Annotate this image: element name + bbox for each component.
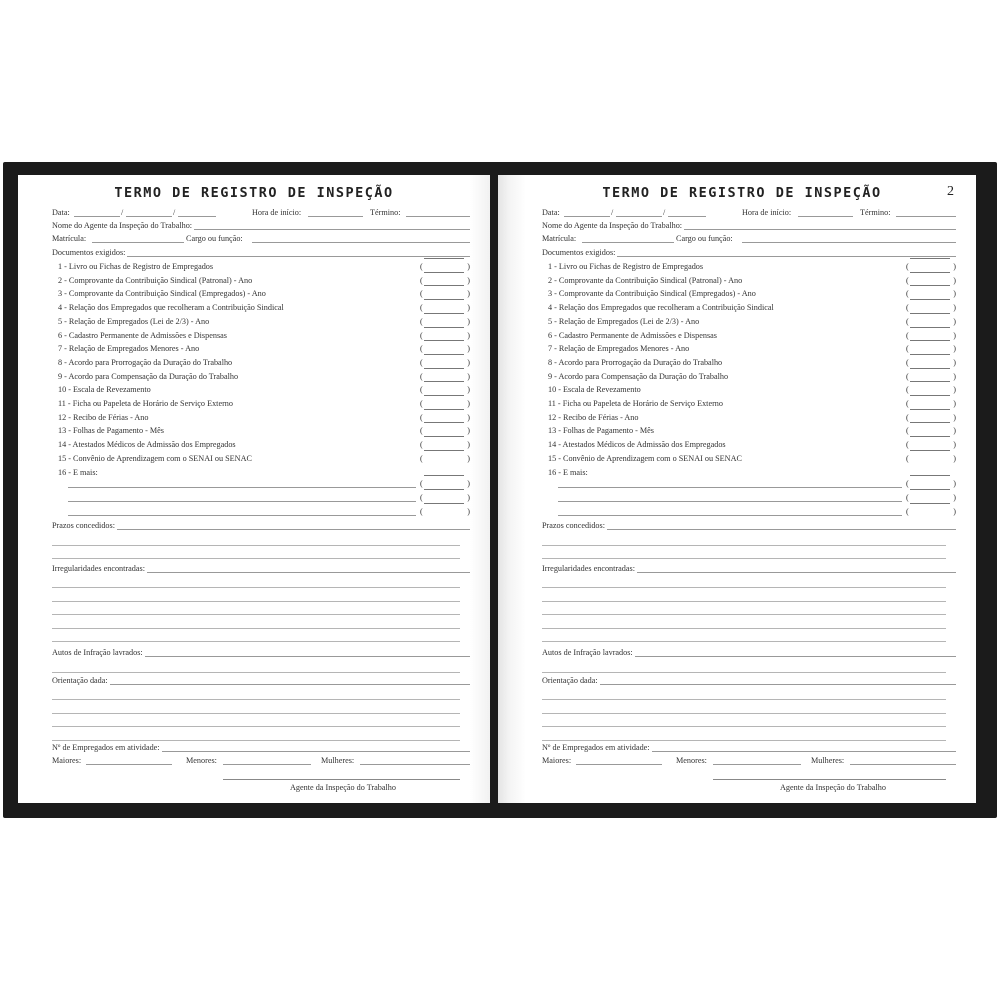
paren-close: ) [467, 316, 470, 326]
guidance-line[interactable] [52, 726, 460, 727]
paren-open: ( [906, 440, 909, 450]
document-item-label: 13 - Folhas de Pagamento - Mês [548, 426, 654, 436]
document-item-label: 3 - Comprovante da Contribuição Sindical (Empregados) - Ano [548, 289, 756, 299]
date-slash: / [663, 208, 666, 217]
paren-open: ( [906, 344, 909, 354]
paren-close: ) [467, 479, 470, 489]
paren-close: ) [467, 506, 470, 516]
registration-row [542, 233, 956, 245]
documents-label: Documentos exigidos: [542, 248, 616, 257]
signature-line[interactable] [223, 779, 460, 780]
document-item-label: 3 - Comprovante da Contribuição Sindical (Empregados) - Ano [58, 289, 266, 299]
paren-open: ( [906, 479, 909, 489]
paren-open: ( [906, 371, 909, 381]
check-field-line [424, 272, 464, 273]
guidance-line[interactable] [52, 740, 460, 741]
paren-open: ( [420, 426, 423, 436]
date-slash: / [611, 208, 614, 217]
irregularities-row [542, 563, 956, 575]
agent-name-row [52, 220, 470, 232]
document-item-label: 11 - Ficha ou Papeleta de Horário de Serviço Externo [58, 399, 233, 408]
check-field-line [910, 340, 950, 341]
document-item [52, 384, 470, 396]
document-item [542, 398, 956, 410]
document-item-label: 10 - Escala de Revezamento [58, 385, 151, 395]
document-item [52, 425, 470, 437]
guidance-label: Orientação dada: [52, 676, 108, 685]
extra-doc-field[interactable] [68, 501, 416, 502]
document-item-label: 10 - Escala de Revezamento [548, 385, 641, 395]
check-field-line [424, 436, 464, 437]
check-field-line [424, 475, 464, 476]
document-item-label: 5 - Relação de Empregados (Lei de 2/3) - Ano [58, 316, 210, 326]
check-field-line [424, 354, 464, 355]
document-item-label: 16 - E mais: [58, 467, 98, 477]
date-row [52, 207, 470, 219]
check-field-line [424, 450, 464, 451]
guidance-line[interactable] [542, 726, 946, 727]
date-day-field[interactable] [564, 216, 610, 217]
paren-close: ) [467, 371, 470, 381]
paren-close: ) [953, 453, 956, 463]
irregularities-row [52, 563, 470, 575]
paren-close: ) [467, 453, 470, 463]
irregularities-label: Irregularidades encontradas: [542, 564, 635, 573]
extra-doc-row [52, 506, 470, 518]
paren-close: ) [953, 344, 956, 354]
guidance-row [542, 675, 956, 687]
paren-open: ( [906, 330, 909, 340]
paren-open: ( [420, 492, 423, 502]
end-time-label: Término: [860, 208, 891, 217]
irregularities-line[interactable] [52, 614, 460, 615]
role-field[interactable] [742, 242, 956, 243]
paren-open: ( [906, 399, 909, 408]
paren-open: ( [420, 316, 423, 326]
check-field-line [424, 422, 464, 423]
registration-row [52, 233, 470, 245]
date-year-field[interactable] [178, 216, 216, 217]
document-item [542, 288, 956, 300]
paren-open: ( [906, 357, 909, 367]
irregularities-line[interactable] [52, 587, 460, 588]
paren-close: ) [467, 426, 470, 436]
paren-open: ( [420, 399, 423, 408]
paren-open: ( [420, 506, 423, 516]
document-item-label: 12 - Recibo de Férias - Ano [58, 412, 149, 422]
minors-label: Menores: [186, 756, 217, 765]
document-item-label: 13 - Folhas de Pagamento - Mês [58, 426, 164, 436]
paren-close: ) [467, 357, 470, 367]
documents-row [542, 247, 956, 259]
documents-label: Documentos exigidos: [52, 248, 126, 257]
date-label: Data: [52, 208, 70, 217]
page-title: TERMO DE REGISTRO DE INSPEÇÃO [602, 185, 882, 201]
employees-breakdown-row [542, 755, 956, 767]
date-slash: / [173, 208, 176, 217]
paren-open: ( [420, 275, 423, 285]
document-item-label: 9 - Acordo para Compensação da Duração do Trabalho [58, 371, 239, 381]
paren-close: ) [467, 399, 470, 408]
paren-close: ) [953, 275, 956, 285]
irregularities-label: Irregularidades encontradas: [52, 564, 145, 573]
check-field-line [424, 503, 464, 504]
documents-row [52, 247, 470, 259]
adults-field[interactable] [86, 764, 172, 765]
end-time-label: Término: [370, 208, 401, 217]
start-time-label: Hora de início: [742, 208, 792, 217]
document-item-label: 9 - Acordo para Compensação da Duração do Trabalho [548, 371, 729, 381]
check-field-line [424, 489, 464, 490]
guidance-label: Orientação dada: [542, 676, 598, 685]
signature-line[interactable] [713, 779, 946, 780]
paren-close: ) [953, 440, 956, 450]
document-item [52, 357, 470, 369]
paren-open: ( [420, 303, 423, 313]
paren-close: ) [467, 289, 470, 299]
agent-name-row [542, 220, 956, 232]
document-item [52, 288, 470, 300]
check-field-line [910, 313, 950, 314]
check-field-line [910, 489, 950, 490]
check-field-line [424, 313, 464, 314]
deadlines-label: Prazos concedidos: [52, 521, 115, 530]
document-item-label: 14 - Atestados Médicos de Admissão dos Empregados [548, 440, 726, 450]
document-item-label: 5 - Relação de Empregados (Lei de 2/3) - Ano [548, 316, 700, 326]
infractions-label: Autos de Infração lavrados: [542, 648, 633, 657]
paren-close: ) [467, 412, 470, 422]
extra-doc-field[interactable] [558, 501, 902, 502]
document-item [52, 302, 470, 314]
role-label: Cargo ou função: [186, 234, 243, 243]
document-item [52, 398, 470, 410]
deadlines-row [542, 520, 956, 532]
paren-open: ( [420, 289, 423, 299]
paren-close: ) [953, 492, 956, 502]
document-item [542, 275, 956, 287]
date-year-field[interactable] [668, 216, 706, 217]
check-field-line [910, 436, 950, 437]
document-item-label: 7 - Relação de Empregados Menores - Ano [58, 344, 200, 354]
paren-open: ( [420, 330, 423, 340]
document-item-label: 15 - Convênio de Aprendizagem com o SENAI ou SENAC [548, 453, 742, 463]
document-item [542, 371, 956, 383]
irregularities-line[interactable] [542, 628, 946, 629]
document-item [52, 330, 470, 342]
document-item-label: 7 - Relação de Empregados Menores - Ano [548, 344, 690, 354]
irregularities-line[interactable] [52, 641, 460, 642]
check-field-line [910, 327, 950, 328]
paren-close: ) [953, 506, 956, 516]
paren-open: ( [906, 262, 909, 271]
deadlines-line[interactable] [52, 545, 460, 546]
check-field-line [910, 422, 950, 423]
infractions-row [52, 647, 470, 659]
document-item [542, 357, 956, 369]
registration-label: Matrícula: [52, 234, 87, 243]
adults-label: Maiores: [52, 756, 82, 765]
paren-open: ( [906, 385, 909, 395]
end-time-field[interactable] [896, 216, 956, 217]
gutter-shadow-right [498, 175, 526, 803]
document-item [52, 316, 470, 328]
paren-open: ( [420, 385, 423, 395]
infractions-line[interactable] [542, 672, 946, 673]
document-item [542, 384, 956, 396]
deadlines-line[interactable] [542, 545, 946, 546]
document-item [52, 467, 470, 479]
women-field[interactable] [850, 764, 956, 765]
check-field-line [910, 503, 950, 504]
agent-name-label: Nome do Agente da Inspeção do Trabalho: [52, 221, 193, 230]
signature-caption: Agente da Inspeção do Trabalho [290, 783, 396, 792]
adults-field[interactable] [576, 764, 662, 765]
paren-close: ) [467, 330, 470, 340]
document-item [542, 439, 956, 451]
start-time-field[interactable] [308, 216, 363, 217]
check-field-line [424, 340, 464, 341]
document-item-label: 2 - Comprovante da Contribuição Sindical (Patronal) - Ano [548, 275, 743, 285]
check-field-line [424, 327, 464, 328]
document-item-label: 12 - Recibo de Férias - Ano [548, 412, 639, 422]
guidance-field[interactable] [542, 684, 956, 685]
paren-close: ) [953, 399, 956, 408]
document-item-label: 4 - Relação dos Empregados que recolheram a Contribuição Sindical [58, 303, 284, 313]
date-label: Data: [542, 208, 560, 217]
document-item [542, 467, 956, 479]
document-item-label: 6 - Cadastro Permanente de Admissões e Dispensas [58, 330, 227, 340]
women-label: Mulheres: [321, 756, 355, 765]
page-left [18, 175, 490, 803]
document-item [542, 302, 956, 314]
end-time-field[interactable] [406, 216, 470, 217]
paren-close: ) [953, 303, 956, 313]
registration-field[interactable] [582, 242, 674, 243]
document-item [542, 316, 956, 328]
paren-close: ) [467, 275, 470, 285]
signature-caption: Agente da Inspeção do Trabalho [780, 783, 886, 792]
check-field-line [424, 285, 464, 286]
paren-open: ( [420, 479, 423, 489]
paren-open: ( [906, 412, 909, 422]
paren-close: ) [953, 289, 956, 299]
check-field-line [910, 285, 950, 286]
registration-field[interactable] [92, 242, 184, 243]
irregularities-line[interactable] [542, 641, 946, 642]
check-field-line [424, 368, 464, 369]
adults-label: Maiores: [542, 756, 572, 765]
paren-close: ) [467, 262, 470, 271]
document-item-label: 11 - Ficha ou Papeleta de Horário de Serviço Externo [548, 399, 723, 408]
paren-close: ) [467, 440, 470, 450]
check-field-line [910, 409, 950, 410]
document-item-label: 8 - Acordo para Prorrogação da Duração do Trabalho [58, 357, 233, 367]
document-item [542, 330, 956, 342]
irregularities-line[interactable] [542, 601, 946, 602]
paren-open: ( [906, 506, 909, 516]
agent-name-label: Nome do Agente da Inspeção do Trabalho: [542, 221, 683, 230]
infractions-row [542, 647, 956, 659]
document-item [542, 261, 956, 273]
extra-doc-row [52, 478, 470, 490]
check-field-line [910, 450, 950, 451]
employees-count-row [542, 742, 956, 754]
document-item-label: 14 - Atestados Médicos de Admissão dos Empregados [58, 440, 236, 450]
check-field-line [424, 299, 464, 300]
document-item-label: 1 - Livro ou Fichas de Registro de Empregados [548, 262, 704, 271]
paren-open: ( [420, 357, 423, 367]
document-item-label: 1 - Livro ou Fichas de Registro de Empregados [58, 262, 214, 271]
date-day-field[interactable] [74, 216, 120, 217]
check-field-line [910, 258, 950, 259]
paren-close: ) [953, 357, 956, 367]
guidance-field[interactable] [52, 684, 470, 685]
paren-close: ) [467, 303, 470, 313]
document-item [52, 371, 470, 383]
check-field-line [424, 381, 464, 382]
document-item-label: 6 - Cadastro Permanente de Admissões e Dispensas [548, 330, 717, 340]
paren-close: ) [953, 330, 956, 340]
extra-doc-field[interactable] [68, 487, 416, 488]
check-field-line [424, 258, 464, 259]
paren-open: ( [420, 453, 423, 463]
paren-open: ( [906, 453, 909, 463]
paren-close: ) [953, 385, 956, 395]
check-field-line [910, 381, 950, 382]
paren-open: ( [420, 412, 423, 422]
document-item-label: 4 - Relação dos Empregados que recolheram a Contribuição Sindical [548, 303, 774, 313]
paren-open: ( [420, 262, 423, 271]
minors-label: Menores: [676, 756, 707, 765]
document-item-label: 8 - Acordo para Prorrogação da Duração do Trabalho [548, 357, 723, 367]
check-field-line [910, 272, 950, 273]
page-right [508, 175, 976, 803]
employees-count-label: Nº de Empregados em atividade: [52, 743, 160, 752]
document-item-label: 2 - Comprovante da Contribuição Sindical (Patronal) - Ano [58, 275, 253, 285]
start-time-label: Hora de início: [252, 208, 302, 217]
extra-doc-field[interactable] [68, 515, 416, 516]
guidance-line[interactable] [542, 699, 946, 700]
document-item [52, 261, 470, 273]
check-field-line [910, 354, 950, 355]
deadlines-line[interactable] [52, 558, 460, 559]
document-item [52, 412, 470, 424]
paren-close: ) [467, 492, 470, 502]
paren-open: ( [420, 440, 423, 450]
check-field-line [424, 395, 464, 396]
employees-breakdown-row [52, 755, 470, 767]
paren-open: ( [420, 371, 423, 381]
extra-doc-row [52, 492, 470, 504]
document-item-label: 16 - E mais: [548, 467, 588, 477]
minors-field[interactable] [223, 764, 311, 765]
paren-open: ( [906, 492, 909, 502]
guidance-row [52, 675, 470, 687]
infractions-line[interactable] [52, 672, 460, 673]
irregularities-line[interactable] [542, 614, 946, 615]
extra-doc-field[interactable] [558, 487, 902, 488]
check-field-line [910, 368, 950, 369]
paren-close: ) [467, 385, 470, 395]
paren-open: ( [906, 289, 909, 299]
guidance-line[interactable] [542, 740, 946, 741]
page-number: 2 [947, 184, 954, 199]
date-row [542, 207, 956, 219]
document-item [542, 453, 956, 465]
date-slash: / [121, 208, 124, 217]
deadlines-line[interactable] [542, 558, 946, 559]
guidance-line[interactable] [542, 713, 946, 714]
document-item [542, 412, 956, 424]
paren-open: ( [906, 303, 909, 313]
document-item-label: 15 - Convênio de Aprendizagem com o SENAI ou SENAC [58, 453, 252, 463]
paren-open: ( [420, 344, 423, 354]
paren-open: ( [906, 316, 909, 326]
role-field[interactable] [252, 242, 470, 243]
women-label: Mulheres: [811, 756, 845, 765]
check-field-line [910, 475, 950, 476]
paren-close: ) [953, 426, 956, 436]
extra-doc-row [542, 478, 956, 490]
employees-count-label: Nº de Empregados em atividade: [542, 743, 650, 752]
paren-close: ) [953, 262, 956, 271]
paren-close: ) [467, 344, 470, 354]
extra-doc-field[interactable] [558, 515, 902, 516]
infractions-label: Autos de Infração lavrados: [52, 648, 143, 657]
women-field[interactable] [360, 764, 470, 765]
irregularities-line[interactable] [52, 601, 460, 602]
check-field-line [910, 395, 950, 396]
gutter-shadow-left [470, 175, 490, 803]
document-item [52, 275, 470, 287]
date-month-field[interactable] [616, 216, 662, 217]
document-item [542, 343, 956, 355]
page-title: TERMO DE REGISTRO DE INSPEÇÃO [114, 185, 394, 201]
check-field-line [910, 299, 950, 300]
irregularities-line[interactable] [52, 628, 460, 629]
paren-close: ) [953, 479, 956, 489]
document-item [52, 453, 470, 465]
date-month-field[interactable] [126, 216, 172, 217]
role-label: Cargo ou função: [676, 234, 733, 243]
extra-doc-row [542, 506, 956, 518]
registration-label: Matrícula: [542, 234, 577, 243]
document-item [542, 425, 956, 437]
start-time-field[interactable] [798, 216, 853, 217]
paren-close: ) [953, 371, 956, 381]
check-field-line [424, 409, 464, 410]
minors-field[interactable] [713, 764, 801, 765]
paren-open: ( [906, 275, 909, 285]
document-item [52, 439, 470, 451]
guidance-line[interactable] [52, 699, 460, 700]
paren-close: ) [953, 412, 956, 422]
deadlines-label: Prazos concedidos: [542, 521, 605, 530]
guidance-line[interactable] [52, 713, 460, 714]
employees-count-row [52, 742, 470, 754]
irregularities-line[interactable] [542, 587, 946, 588]
extra-doc-row [542, 492, 956, 504]
paren-open: ( [906, 426, 909, 436]
paren-close: ) [953, 316, 956, 326]
deadlines-row [52, 520, 470, 532]
document-item [52, 343, 470, 355]
